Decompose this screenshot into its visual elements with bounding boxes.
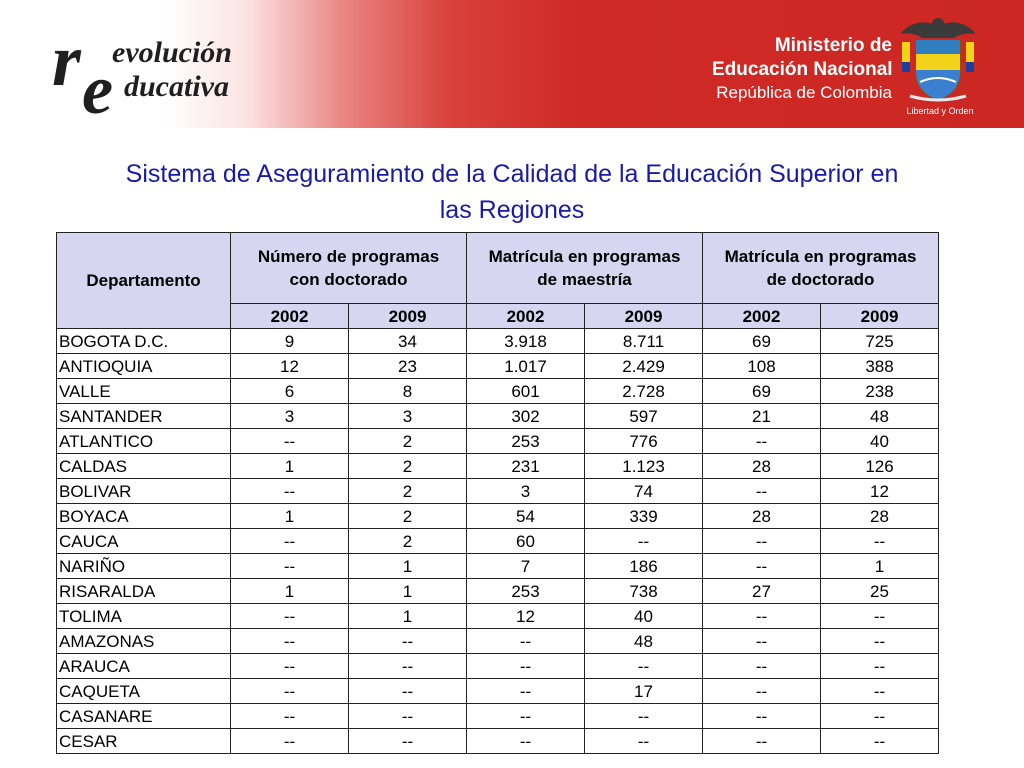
cell-value: 1 [349, 554, 467, 579]
header-year: 2009 [349, 304, 467, 329]
header-year: 2002 [703, 304, 821, 329]
cell-value: -- [821, 629, 939, 654]
cell-value: 2 [349, 479, 467, 504]
cell-value: 34 [349, 329, 467, 354]
cell-value: -- [231, 529, 349, 554]
cell-value: -- [231, 704, 349, 729]
cell-departamento: ATLANTICO [57, 429, 231, 454]
ministry-line-1: Ministerio de [774, 35, 892, 56]
cell-value: -- [349, 729, 467, 754]
cell-value: 1 [349, 579, 467, 604]
header-group-2-line-2: de maestría [537, 270, 632, 289]
cell-value: -- [231, 604, 349, 629]
page-title [40, 156, 984, 228]
cell-value: -- [585, 729, 703, 754]
cell-value: 1 [349, 604, 467, 629]
cell-departamento: CAUCA [57, 529, 231, 554]
cell-value: 2.728 [585, 379, 703, 404]
cell-value: 302 [467, 404, 585, 429]
cell-value: -- [821, 679, 939, 704]
table-row [57, 504, 939, 529]
cell-value: 9 [231, 329, 349, 354]
cell-value: -- [231, 479, 349, 504]
cell-value: 388 [821, 354, 939, 379]
cell-value: 54 [467, 504, 585, 529]
cell-value: -- [231, 729, 349, 754]
cell-value: 69 [703, 379, 821, 404]
cell-value: -- [467, 629, 585, 654]
logo-letter-e: e [82, 52, 114, 129]
cell-departamento: BOLIVAR [57, 479, 231, 504]
cell-value: -- [231, 629, 349, 654]
cell-value: -- [349, 704, 467, 729]
cell-value: 253 [467, 429, 585, 454]
table-row [57, 404, 939, 429]
cell-value: 23 [349, 354, 467, 379]
cell-value: -- [467, 679, 585, 704]
cell-value: -- [585, 529, 703, 554]
cell-value: -- [703, 654, 821, 679]
header-group-2-line-1: Matrícula en programas [488, 247, 681, 266]
table-row [57, 604, 939, 629]
cell-value: -- [231, 679, 349, 704]
cell-value: -- [703, 429, 821, 454]
header-matricula-doctorado [703, 233, 939, 304]
cell-value: 2 [349, 529, 467, 554]
cell-departamento: ARAUCA [57, 654, 231, 679]
header-year: 2002 [231, 304, 349, 329]
cell-value: 725 [821, 329, 939, 354]
table-row [57, 679, 939, 704]
header-group-1-line-1: Número de programas [257, 247, 440, 266]
table-body [57, 329, 939, 754]
table-row [57, 529, 939, 554]
cell-value: 6 [231, 379, 349, 404]
cell-departamento: ANTIOQUIA [57, 354, 231, 379]
cell-value: 17 [585, 679, 703, 704]
cell-value: -- [703, 729, 821, 754]
logo-text-revolucion: evolución [112, 36, 232, 69]
cell-departamento: BOYACA [57, 504, 231, 529]
cell-value: 74 [585, 479, 703, 504]
cell-departamento: NARIÑO [57, 554, 231, 579]
title-line-2: las Regiones [439, 196, 585, 224]
header-group-3-line-2: de doctorado [766, 270, 875, 289]
cell-value: 126 [821, 454, 939, 479]
cell-value: -- [349, 679, 467, 704]
cell-value: -- [703, 679, 821, 704]
cell-value: 21 [703, 404, 821, 429]
cell-value: 3 [349, 404, 467, 429]
ministry-line-2: Educación Nacional [712, 59, 893, 80]
logo-letter-r: r [52, 20, 81, 102]
header-year: 2002 [467, 304, 585, 329]
cell-value: 40 [821, 429, 939, 454]
cell-value: 231 [467, 454, 585, 479]
ministry-line-3: República de Colombia [716, 83, 892, 102]
cell-value: 1.123 [585, 454, 703, 479]
cell-value: 3 [467, 479, 585, 504]
cell-value: -- [821, 604, 939, 629]
cell-value: -- [585, 704, 703, 729]
cell-value: 2.429 [585, 354, 703, 379]
cell-value: 1 [231, 454, 349, 479]
cell-value: -- [703, 629, 821, 654]
table-row [57, 454, 939, 479]
cell-departamento: CASANARE [57, 704, 231, 729]
cell-value: 238 [821, 379, 939, 404]
title-line-1: Sistema de Aseguramiento de la Calidad de la Educación Superior en [125, 160, 899, 188]
header-year: 2009 [821, 304, 939, 329]
cell-value: -- [703, 704, 821, 729]
cell-departamento: SANTANDER [57, 404, 231, 429]
cell-departamento: CESAR [57, 729, 231, 754]
table-row [57, 729, 939, 754]
cell-value: 108 [703, 354, 821, 379]
cell-value: 12 [231, 354, 349, 379]
cell-departamento: RISARALDA [57, 579, 231, 604]
cell-value: 2 [349, 429, 467, 454]
cell-value: -- [349, 654, 467, 679]
cell-value: -- [703, 479, 821, 504]
cell-value: 1.017 [467, 354, 585, 379]
cell-value: -- [467, 704, 585, 729]
cell-value: 28 [821, 504, 939, 529]
cell-value: 69 [703, 329, 821, 354]
cell-value: 48 [585, 629, 703, 654]
cell-value: -- [821, 704, 939, 729]
cell-value: -- [821, 654, 939, 679]
cell-value: 339 [585, 504, 703, 529]
cell-value: -- [821, 529, 939, 554]
cell-value: 2 [349, 454, 467, 479]
table-row [57, 329, 939, 354]
header-group-1-line-2: con doctorado [289, 270, 408, 289]
cell-value: 25 [821, 579, 939, 604]
cell-value: -- [703, 554, 821, 579]
cell-value: 28 [703, 454, 821, 479]
cell-value: -- [467, 729, 585, 754]
cell-value: 12 [467, 604, 585, 629]
data-table [56, 232, 939, 754]
cell-value: 12 [821, 479, 939, 504]
crest-motto: Libertad y Orden [906, 106, 974, 116]
cell-value: -- [585, 654, 703, 679]
header-programas-doctorado [231, 233, 467, 304]
cell-value: 1 [821, 554, 939, 579]
cell-departamento: CALDAS [57, 454, 231, 479]
cell-value: -- [231, 554, 349, 579]
ministry-name [712, 34, 892, 104]
cell-value: -- [467, 654, 585, 679]
table-row [57, 704, 939, 729]
header-year: 2009 [585, 304, 703, 329]
cell-value: 8 [349, 379, 467, 404]
table-row [57, 629, 939, 654]
cell-value: -- [821, 729, 939, 754]
coat-of-arms-icon [896, 12, 980, 104]
cell-value: 3.918 [467, 329, 585, 354]
cell-value: 738 [585, 579, 703, 604]
cell-value: 253 [467, 579, 585, 604]
table-row [57, 479, 939, 504]
cell-departamento: CAQUETA [57, 679, 231, 704]
table-row [57, 354, 939, 379]
cell-value: 7 [467, 554, 585, 579]
cell-value: 186 [585, 554, 703, 579]
cell-departamento: AMAZONAS [57, 629, 231, 654]
header-group-3-line-1: Matrícula en programas [724, 247, 917, 266]
table-header [57, 233, 939, 329]
cell-value: -- [231, 429, 349, 454]
cell-value: -- [703, 604, 821, 629]
cell-value: 60 [467, 529, 585, 554]
cell-value: 40 [585, 604, 703, 629]
table-row [57, 554, 939, 579]
cell-departamento: BOGOTA D.C. [57, 329, 231, 354]
cell-value: 1 [231, 579, 349, 604]
cell-departamento: VALLE [57, 379, 231, 404]
cell-value: 601 [467, 379, 585, 404]
logo-text-educativa: ducativa [124, 70, 229, 103]
cell-value: 48 [821, 404, 939, 429]
cell-value: 2 [349, 504, 467, 529]
header-banner [0, 0, 1024, 128]
cell-value: -- [349, 629, 467, 654]
header-departamento: Departamento [57, 233, 231, 329]
cell-value: 776 [585, 429, 703, 454]
table-row [57, 379, 939, 404]
cell-value: 3 [231, 404, 349, 429]
table-row [57, 429, 939, 454]
cell-departamento: TOLIMA [57, 604, 231, 629]
table-row [57, 654, 939, 679]
cell-value: 8.711 [585, 329, 703, 354]
cell-value: 27 [703, 579, 821, 604]
cell-value: 1 [231, 504, 349, 529]
header-matricula-maestria [467, 233, 703, 304]
table-row [57, 579, 939, 604]
cell-value: -- [231, 654, 349, 679]
cell-value: 597 [585, 404, 703, 429]
revolucion-educativa-logo [52, 20, 272, 129]
cell-value: -- [703, 529, 821, 554]
cell-value: 28 [703, 504, 821, 529]
